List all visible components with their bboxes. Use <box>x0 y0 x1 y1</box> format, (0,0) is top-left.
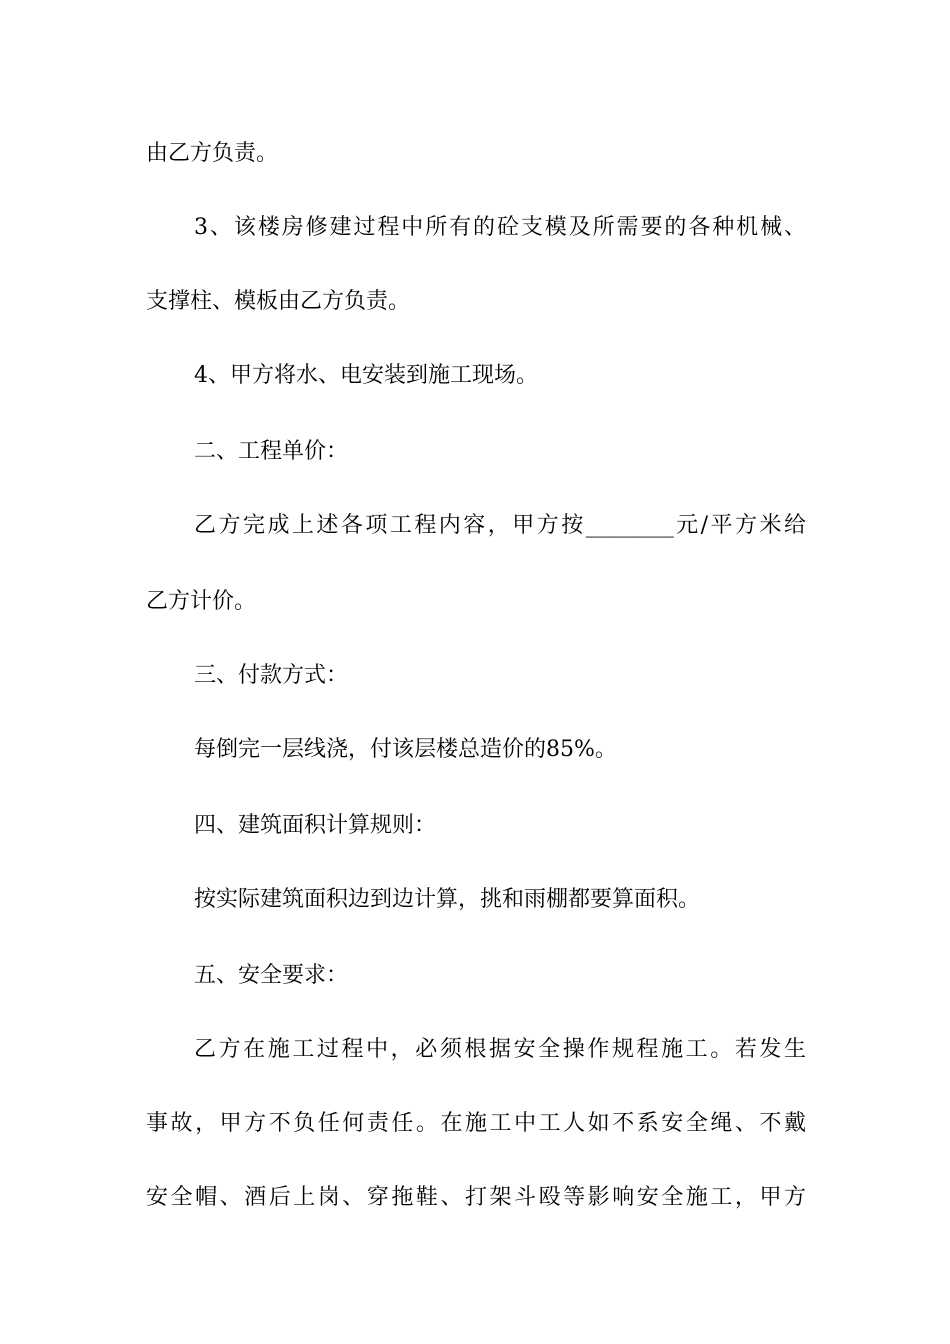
unit-price-line-2: 乙方计价。 <box>146 589 257 614</box>
clause-3-line-2: 支撑柱、模板由乙方负责。 <box>146 289 411 314</box>
text-line-continuation: 由乙方负责。 <box>146 141 279 166</box>
section-heading-safety: 五、安全要求： <box>194 963 349 988</box>
clause-4: 4、甲方将水、电安装到施工现场。 <box>194 363 538 388</box>
safety-line-3: 安全帽、酒后上岗、穿拖鞋、打架斗殴等影响安全施工，甲方 <box>146 1185 806 1210</box>
section-heading-area-rules: 四、建筑面积计算规则： <box>194 813 437 838</box>
unit-price-line-1: 乙方完成上述各项工程内容，甲方按________元/平方米给 <box>194 513 806 538</box>
section-heading-payment: 三、付款方式： <box>194 663 349 688</box>
clause-3-line-1: 3、该楼房修建过程中所有的砼支模及所需要的各种机械、 <box>194 215 806 240</box>
safety-line-2: 事故，甲方不负任何责任。在施工中工人如不系安全绳、不戴 <box>146 1111 806 1136</box>
payment-terms: 每倒完一层线浇，付该层楼总造价的85%。 <box>194 737 617 762</box>
area-rules: 按实际建筑面积边到边计算，挑和雨棚都要算面积。 <box>194 887 701 912</box>
safety-line-1: 乙方在施工过程中，必须根据安全操作规程施工。若发生 <box>194 1037 806 1062</box>
section-heading-unit-price: 二、工程单价： <box>194 439 349 464</box>
